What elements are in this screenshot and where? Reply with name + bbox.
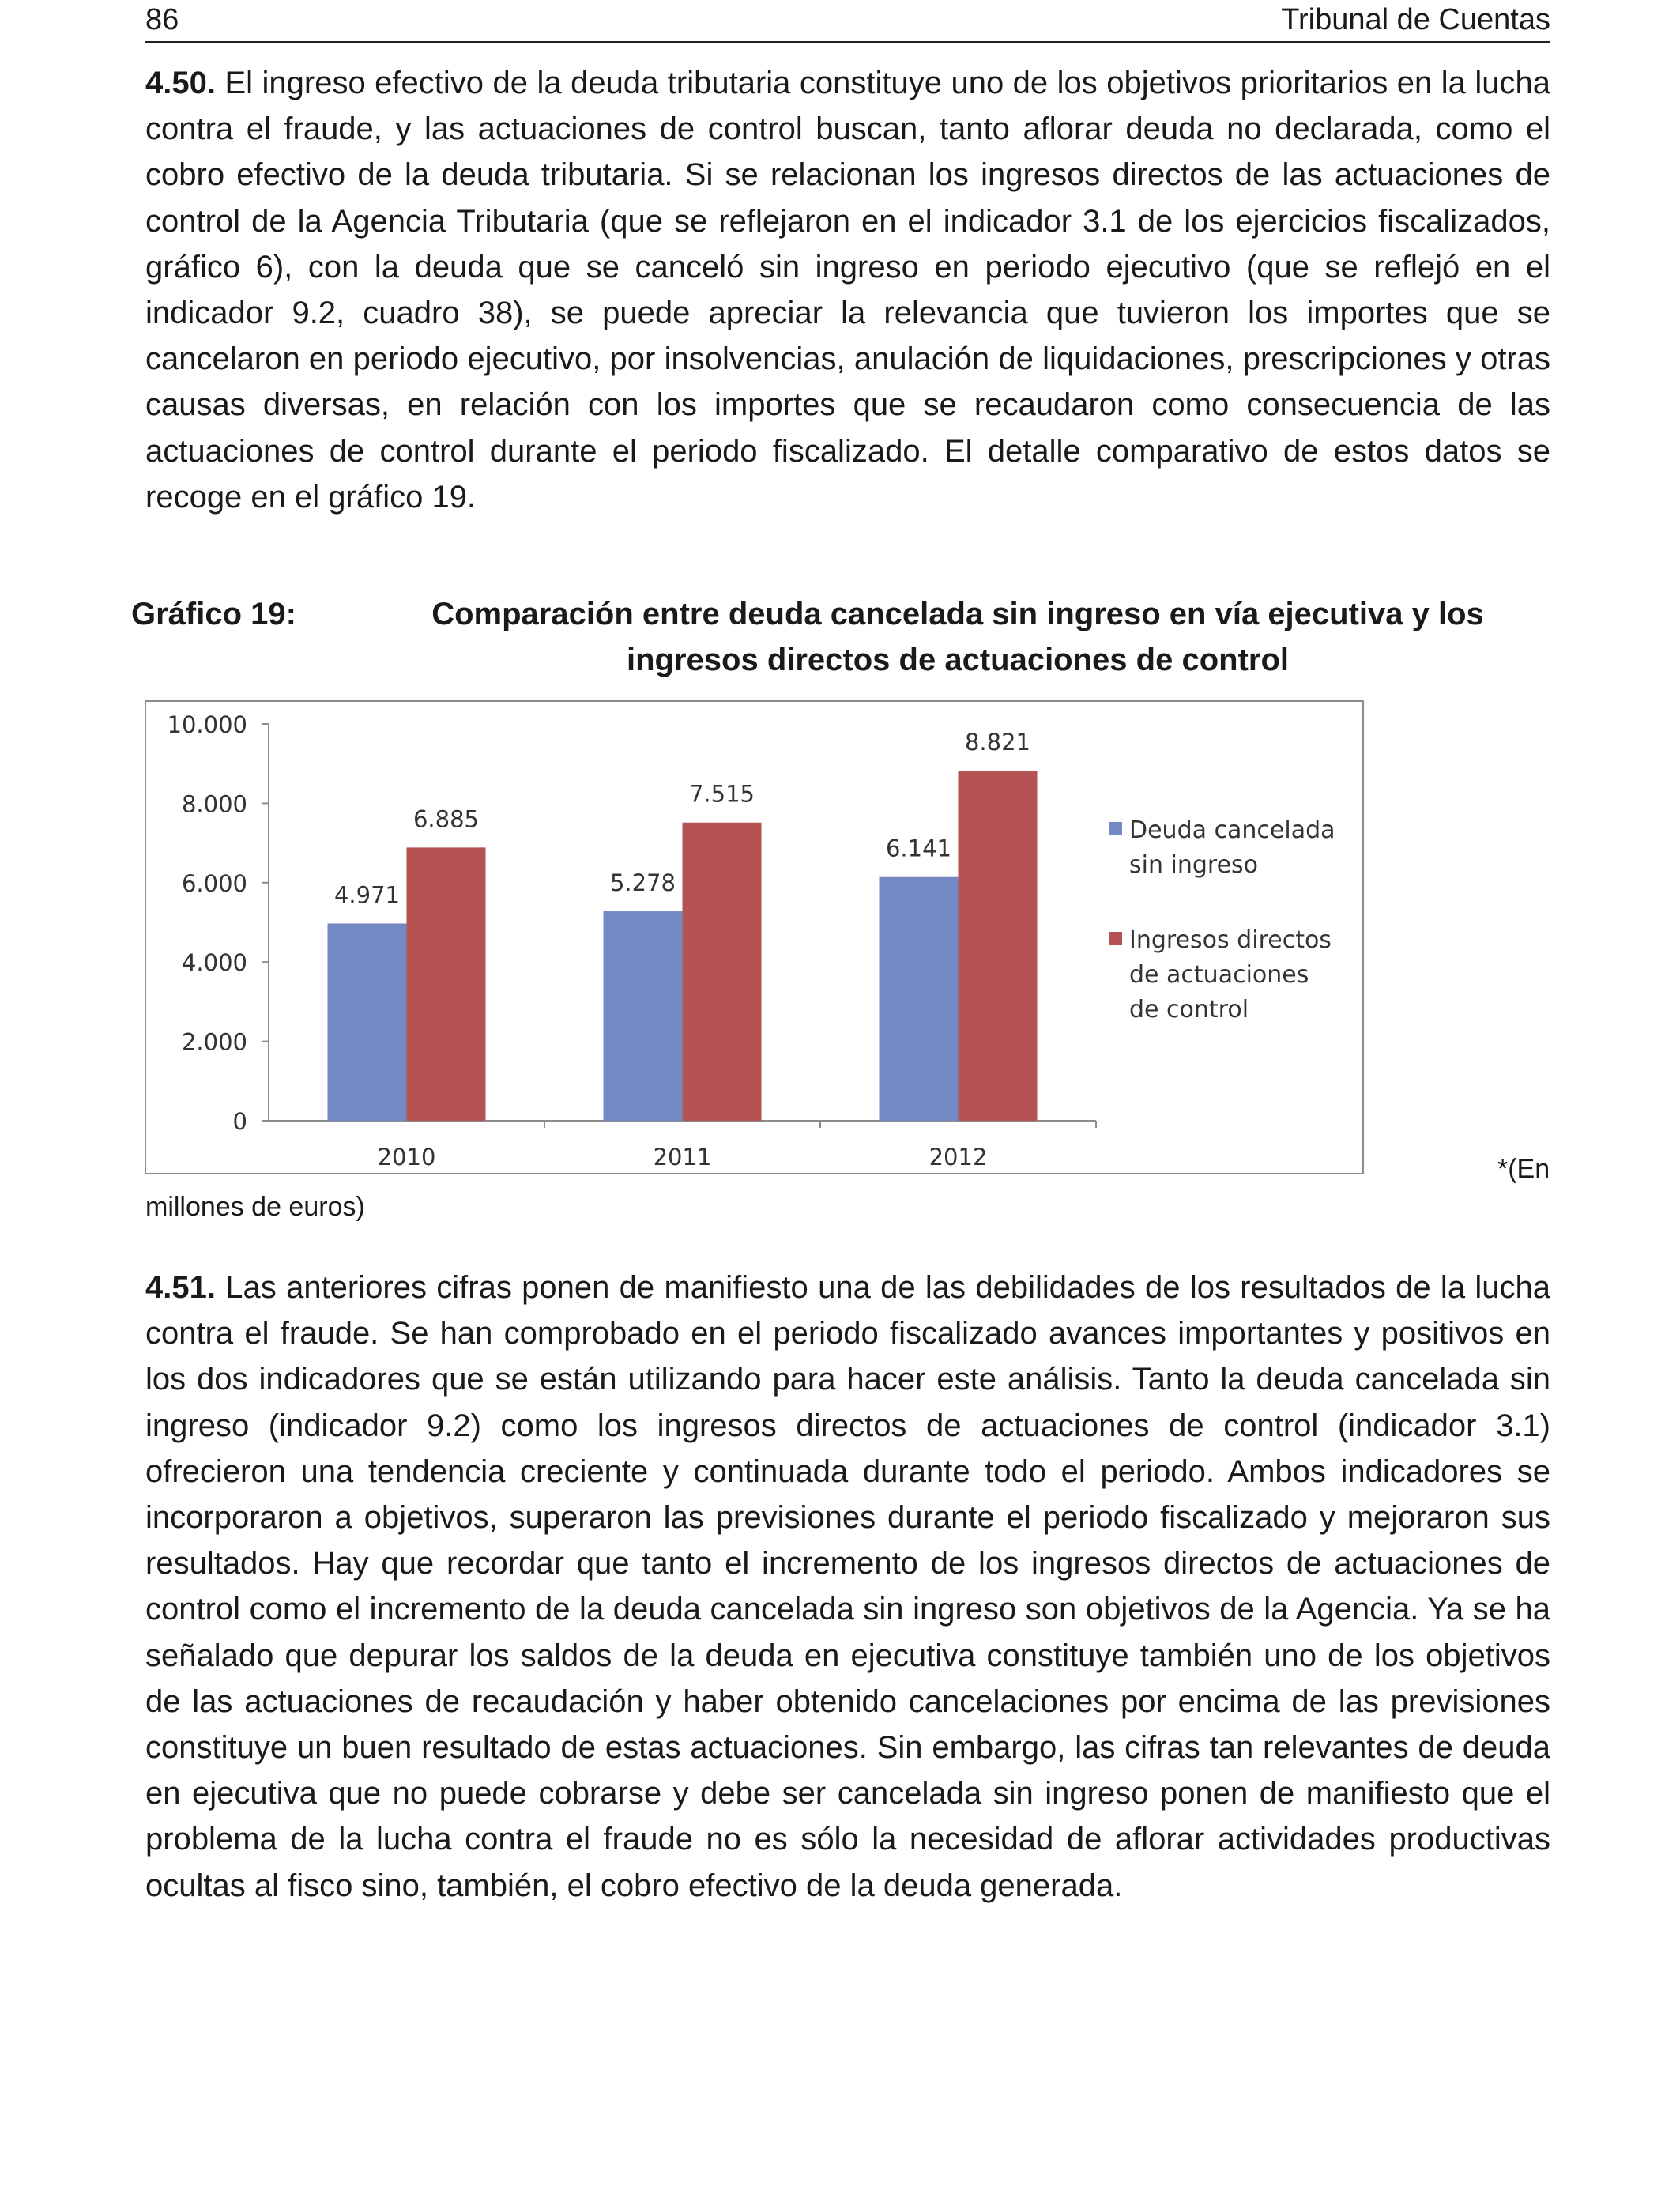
data-label: 8.821 [964,729,1031,756]
legend-swatch [1109,932,1122,945]
bar [407,847,486,1121]
y-tick-label: 4.000 [181,949,247,977]
legend-label: de control [1129,996,1249,1023]
y-tick-label: 0 [232,1108,247,1135]
legend-label: Deuda cancelada [1129,816,1335,844]
figure-label: Gráfico 19: [131,597,296,631]
x-tick-label: 2010 [377,1144,436,1171]
bar [959,771,1038,1121]
running-title: Tribunal de Cuentas [1281,3,1550,36]
legend-swatch [1109,822,1122,835]
paragraph-4-51 [145,1265,1550,1909]
legend-label: sin ingreso [1129,851,1259,879]
y-tick-label: 6.000 [181,869,247,897]
data-label: 6.885 [412,805,480,833]
chart-canvas [146,702,1365,1176]
paragraph-number: 4.51. [145,1270,216,1305]
bar-chart [145,700,1364,1174]
bar [604,911,683,1121]
y-tick-label: 2.000 [181,1028,247,1056]
data-label: 6.141 [885,835,952,862]
page-number: 86 [145,3,179,36]
paragraph-text: Las anteriores cifras ponen de manifiesto una de las debilidades de los resultados de la lucha contra el fraude. Se han comprobado en el periodo fiscalizado avances importantes y positivos en los dos indicadores que se están utilizando para hacer este análisis. Tanto la deuda cancelada sin ingreso (indicador 9.2) como los ingresos directos de actuaciones de control (indicador 3.1) ofrecieron una tendencia creciente y continuada durante todo el periodo. Ambos indicadores se incorporaron a objetivos, superaron las previsiones durante el periodo fiscalizado y mejoraron sus resultados. Hay que recordar que tanto el incremento de los ingresos directos de actuaciones de control como el incremento de la deuda cancelada sin ingreso son objetivos de la Agencia. Ya se ha señalado que depurar los saldos de la deuda en ejecutiva constituye también uno de los objetivos de las actuaciones de recaudación y haber obtenido cancelaciones por encima de las previsiones constituye un buen resultado de estas actuaciones. Sin embargo, las cifras tan relevantes de deuda en ejecutiva que no puede cobrarse y debe ser cancelada sin ingreso ponen de manifiesto que el problema de la lucha contra el fraude no es sólo la necesidad de aflorar actividades productivas ocultas al fisco sino, también, el cobro efectivo de la deuda generada. [145,1270,1550,1903]
legend-label: Ingresos directos [1129,926,1332,954]
data-label: 5.278 [609,869,676,897]
bar [880,877,959,1121]
paragraph-4-50 [145,60,1550,520]
figure-title: Comparación entre deuda cancelada sin ingreso en vía ejecutiva y los ingresos directos de actuaciones de control [431,597,1484,677]
paragraph-text: El ingreso efectivo de la deuda tributaria constituye uno de los objetivos prioritarios en la lucha contra el fraude, y las actuaciones de control buscan, tanto aflorar deuda no declarada, como el cobro efectivo de la deuda tributaria. Si se relacionan los ingresos directos de las actuaciones de control de la Agencia Tributaria (que se reflejaron en el indicador 3.1 de los ejercicios fiscalizados, gráfico 6), con la deuda que se canceló sin ingreso en periodo ejecutivo (que se reflejó en el indicador 9.2, cuadro 38), se puede apreciar la relevancia que tuvieron los importes que se cancelaron en periodo ejecutivo, por insolvencias, anulación de liquidaciones, prescripciones y otras causas diversas, en relación con los importes que se recaudaron como consecuencia de las actuaciones de control durante el periodo fiscalizado. El detalle comparativo de estos datos se recoge en el gráfico 19. [145,66,1550,515]
x-tick-label: 2011 [653,1144,712,1171]
data-label: 4.971 [333,881,401,909]
bar [683,823,762,1121]
legend-label: de actuaciones [1129,961,1309,989]
page-header [145,0,1550,43]
footnote-start: *(En [1497,1154,1550,1184]
bar [328,923,407,1121]
paragraph-number: 4.50. [145,66,216,100]
y-tick-label: 10.000 [167,711,247,738]
footnote-units: millones de euros) [145,1192,365,1222]
data-label: 7.515 [688,780,755,808]
y-tick-label: 8.000 [181,790,247,818]
x-tick-label: 2012 [929,1144,988,1171]
